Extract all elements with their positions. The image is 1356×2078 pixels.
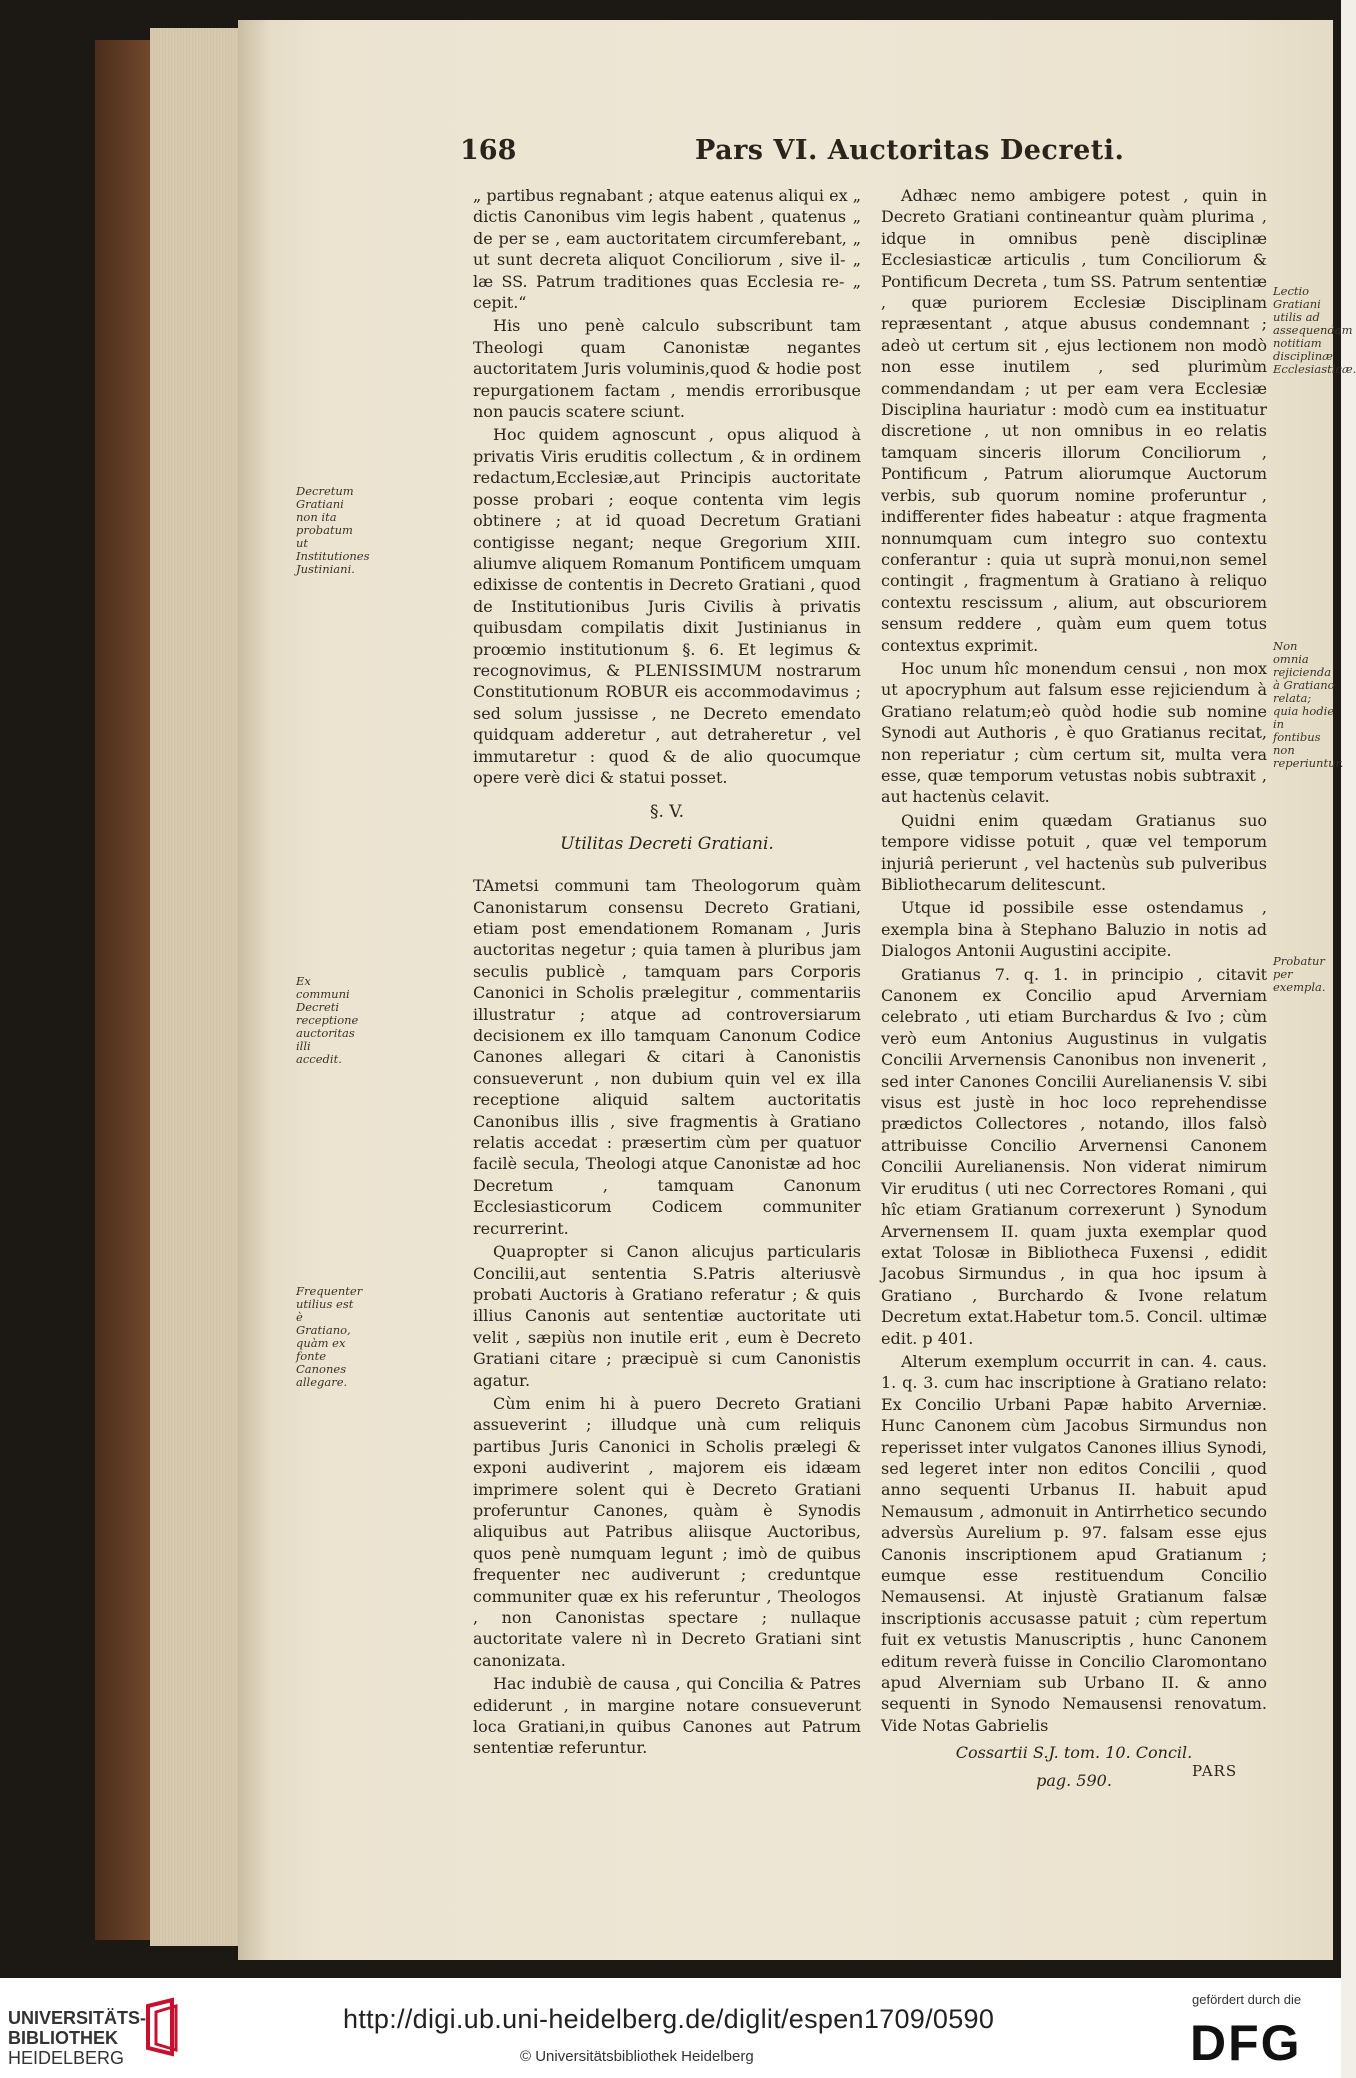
paragraph: Utque id possibile esse ostendamus , exempla bina à Stephano Baluzio in notis ad Dialogos Antonii Augustini accipite. (881, 898, 1267, 961)
page-number: 168 (460, 135, 517, 166)
signature-line: Cossartii S.J. tom. 10. Concil. (955, 1743, 1193, 1763)
paragraph: Adhæc nemo ambigere potest , quin in Decreto Gratiani contineantur quàm plurima , idque in omnibus penè disciplinæ Ecclesiasticæ articulis , tum Conciliorum & Pontificum Decreta , tum SS. Patrum sententiæ , quæ puriorem Ecclesiæ Disciplinam repræsentant , atque abusus condemnant ; adeò ut certum sit , ejus lectionem non modò non esse inutilem , sed plurimùm commendandam ; ut per eam vera Ecclesiæ Disciplina hauriatur : modò cum ea instituatur discretione , ut non omnibus in eo relatis tamquam sinceris illorum Conciliorum , Pontificum , Patrum aliorumque Auctorum verbis, sub quorum nomine proferuntur , indifferenter fides habeatur : atque fragmenta nonnumquam cum integro suo contextu conferantur : quia ut suprà monui,non semel contingit , fragmentum à Gratiano à reliquo contextu rescissum , alium, aut obscuriorem sensum reddere , quàm eum quem totus contextus exprimit. (881, 186, 1267, 655)
dfg-logo: DFG (1190, 2015, 1302, 2071)
permalink-url[interactable]: http://digi.ub.uni-heidelberg.de/diglit/espen1709/0590 (343, 2004, 995, 2034)
paragraph: Hoc quidem agnoscunt , opus aliquod à privatis Viris eruditis collectum , & in ordinem redactum,Ecclesiæ,aut Principis auctoritate posse probari ; eoque contenta vim legis obtinere ; at id quoad Decretum Gratiani contigisse negant; neque Gregorium XIII. aliumve aliquem Romanum Pontificem umquam edixisse de contentis in Decreto Gratiani , quod de Institutionibus Juris Civilis à privatis quibusdam compilatis dixit Justinianus in proœmio institutionum §. 6. Et legimus & recognovimus, & PLENISSIMUM nostrarum Constitutionum ROBUR eis accommodavimus ; sed solum jussisse , ne Decreto emendato quidquam adderetur , aut detraheretur , vel immutaretur : quod & de alio quocumque opere verè dici & statui posset. (473, 425, 861, 787)
margin-note: Frequenter utilius est è Gratiano, quàm ex fonte Canones allegare. (296, 1284, 363, 1389)
running-title: Pars VI. Auctoritas Decreti. (695, 135, 1125, 166)
logo-line: UNIVERSITÄTS- (8, 2008, 147, 2028)
paragraph: „ partibus regnabant ; atque eatenus aliqui ex „ dictis Canonibus vim legis habent , quatenus „ de per se , eam auctoritatem circumferebant, „ ut sunt decreta aliquot Conciliorum , sive il- „ læ SS. Patrum traditiones quas Ecclesia re- „ cepit.“ (473, 186, 861, 313)
footer (0, 1978, 1341, 2078)
margin-note: Probatur per exempla. (1273, 954, 1326, 994)
logo-line: HEIDELBERG (8, 2048, 125, 2068)
paragraph: Alterum exemplum occurrit in can. 4. caus. 1. q. 3. cum hac inscriptione à Gratiano relato: Ex Concilio Urbani Papæ habito Arverniæ. Hunc Canonem cùm Jacobus Sirmundus non reperisset inter vulgatos Canones illius Synodi, sed legeret inter non editos Concilii , quod anno sequenti Urbanus II. habuit apud Nemausum , admonuit in Antirrhetico secundo adversùs Aurelium p. 97. falsam esse ejus Canonis inscriptionem apud Gratianum ; eumque esse restituendum Concilio Nemausensi. At injustè Gratianum falsæ inscriptionis accusasse patuit ; cùm repertum fuit ex vetustis Manuscriptis , hunc Canonem editum reverà fuisse in Concilio Claromontano apud Alverniam sub Urbano II. & anno sequenti in Synodo Nemausensi renovatum. Vide Notas Gabrielis (881, 1351, 1267, 1735)
section-title: Utilitas Decreti Gratiani. (560, 833, 774, 854)
book-page (238, 20, 1356, 1960)
page-reference: pag. 590. (1036, 1770, 1112, 1790)
margin-note: Decretum Gratiani non ita probatum ut Institutiones Justiniani. (296, 484, 370, 576)
right-column (881, 185, 1267, 1791)
paragraph: His uno penè calculo subscribunt tam Theologi quam Canonistæ negantes auctoritatem Juris voluminis,quod & hodie post repurgationem factam , mendis erroribusque non paucis scatere sciunt. (473, 316, 861, 422)
margin-note: Ex communi Decreti receptione auctoritas illi accedit. (296, 974, 359, 1066)
margin-note: Lectio Gratiani utilis ad assequendam notitiam disciplinæ Ecclesiasticæ. (1273, 284, 1356, 376)
paragraph: Quidni enim quædam Gratianus suo tempore vidisse potuit , quæ vel temporum injuriâ perierunt , vel hactenùs sub pulveribus Bibliothecarum delitescunt. (881, 810, 1267, 894)
margin-note: Non omnia rejicienda à Gratiano relata; quia hodie in fontibus non reperiuntur. (1273, 639, 1344, 770)
paragraph: Cùm enim hi à puero Decreto Gratiani assueverint ; illudque unà cum reliquis partibus Juris Canonici in Scholis prælegi & exponi audiverint , majorem eis idæam imprimere solent qui è Decreto Gratiani proferuntur Canones, quàm è Synodis aliquibus aut Patribus aliisque Auctoribus, quos penè numquam legunt ; imò de quibus frequenter nec audiverunt ; creduntque communiter quæ ex his referuntur , Theologos , non Canonistas spectare ; nullaque auctoritate valere nì in Decreto Gratiani sint canonizata. (473, 1393, 861, 1670)
copyright-notice: © Universitätsbibliothek Heidelberg (520, 2048, 754, 2065)
paragraph: Quapropter si Canon alicujus particularis Concilii,aut sententia S.Patris alteriusvè probati Auctoris à Gratiano referatur ; & quis illius Canonis aut sententiæ auctoritate uti velit , sæpiùs non inutile erit , eum è Decreto Gratiani citare ; præcipuè si cum Canonistis agatur. (473, 1242, 861, 1390)
page-header (450, 135, 1260, 175)
logo-line: BIBLIOTHEK (8, 2028, 118, 2048)
library-logo-icon (142, 1998, 182, 2058)
section-number: §. V. (649, 802, 685, 823)
left-column (473, 185, 861, 1761)
sponsor-text: gefördert durch die (1192, 1992, 1302, 2007)
catchword: PARS (1192, 1762, 1238, 1780)
paragraph: TAmetsi communi tam Theologorum quàm Canonistarum consensu Decreto Gratiani, etiam post emendationem Romanam , Juris auctoritas negetur ; quia tamen à pluribus jam seculis publicè , tamquam pars Corporis Canonici in Scholis prælegitur , commentariis illustratur ; atque ad controversiarum decisionem ex illo tamquam Canonum Codice Canones allegari & citari à Canonistis consueverunt , non dubium quin vel ex illa receptione aliquid saltem auctoritatis Canonibus illis , sive fragmentis à Gratiano relatis accedat : præsertim cùm per quatuor facilè secula, Theologi atque Canonistæ ad hoc Decretum , tamquam Canonum Ecclesiasticorum Codicem communiter recurrerint. (473, 876, 861, 1238)
library-logo-text (8, 2008, 146, 2068)
page-edges (150, 28, 250, 1946)
paragraph: Gratianus 7. q. 1. in principio , citavit Canonem ex Concilio apud Arverniam celebrato , uti etiam Burchardus & Ivo ; cùm verò eum Antonius Augustinus in vulgatis Concilii Arvernensis Canonibus non invenerit , sed inter Canones Concilii Aurelianensis V. sibi visus est justè in hoc loco reprehendisse prædictos Collectores , notando, illos falsò attribuisse Concilio Arvernensi Canonem Concilii Aurelianensis. Non viderat nimirum Vir eruditus ( uti nec Correctores Romani , qui hîc etiam Gratianum correxerunt ) Synodum Arvernensem II. quam juxta exemplar quod extat Tolosæ in Bibliotheca Fuxensi , edidit Jacobus Sirmundus , in qua hoc ipsum à Gratiano , Burchardo & Ivone relatum Decretum extat.Habetur tom.5. Concil. ultimæ edit. p 401. (881, 964, 1267, 1348)
paragraph: Hoc unum hîc monendum censui , non mox ut apocryphum aut falsum esse rejiciendum à Gratiano relatum;eò quòd hodie sub nomine Synodi aut Authoris , è quo Gratianus recitat, non reperiatur ; cùm certum sit, multa vera esse, quæ temporum vetustas nobis subtraxit , aut hactenùs celavit. (881, 658, 1267, 807)
paragraph: Hac indubiè de causa , qui Concilia & Patres ediderunt , in margine notare consueverunt loca Gratiani,in quibus Canones aut Patrum sententiæ referuntur. (473, 1674, 861, 1758)
